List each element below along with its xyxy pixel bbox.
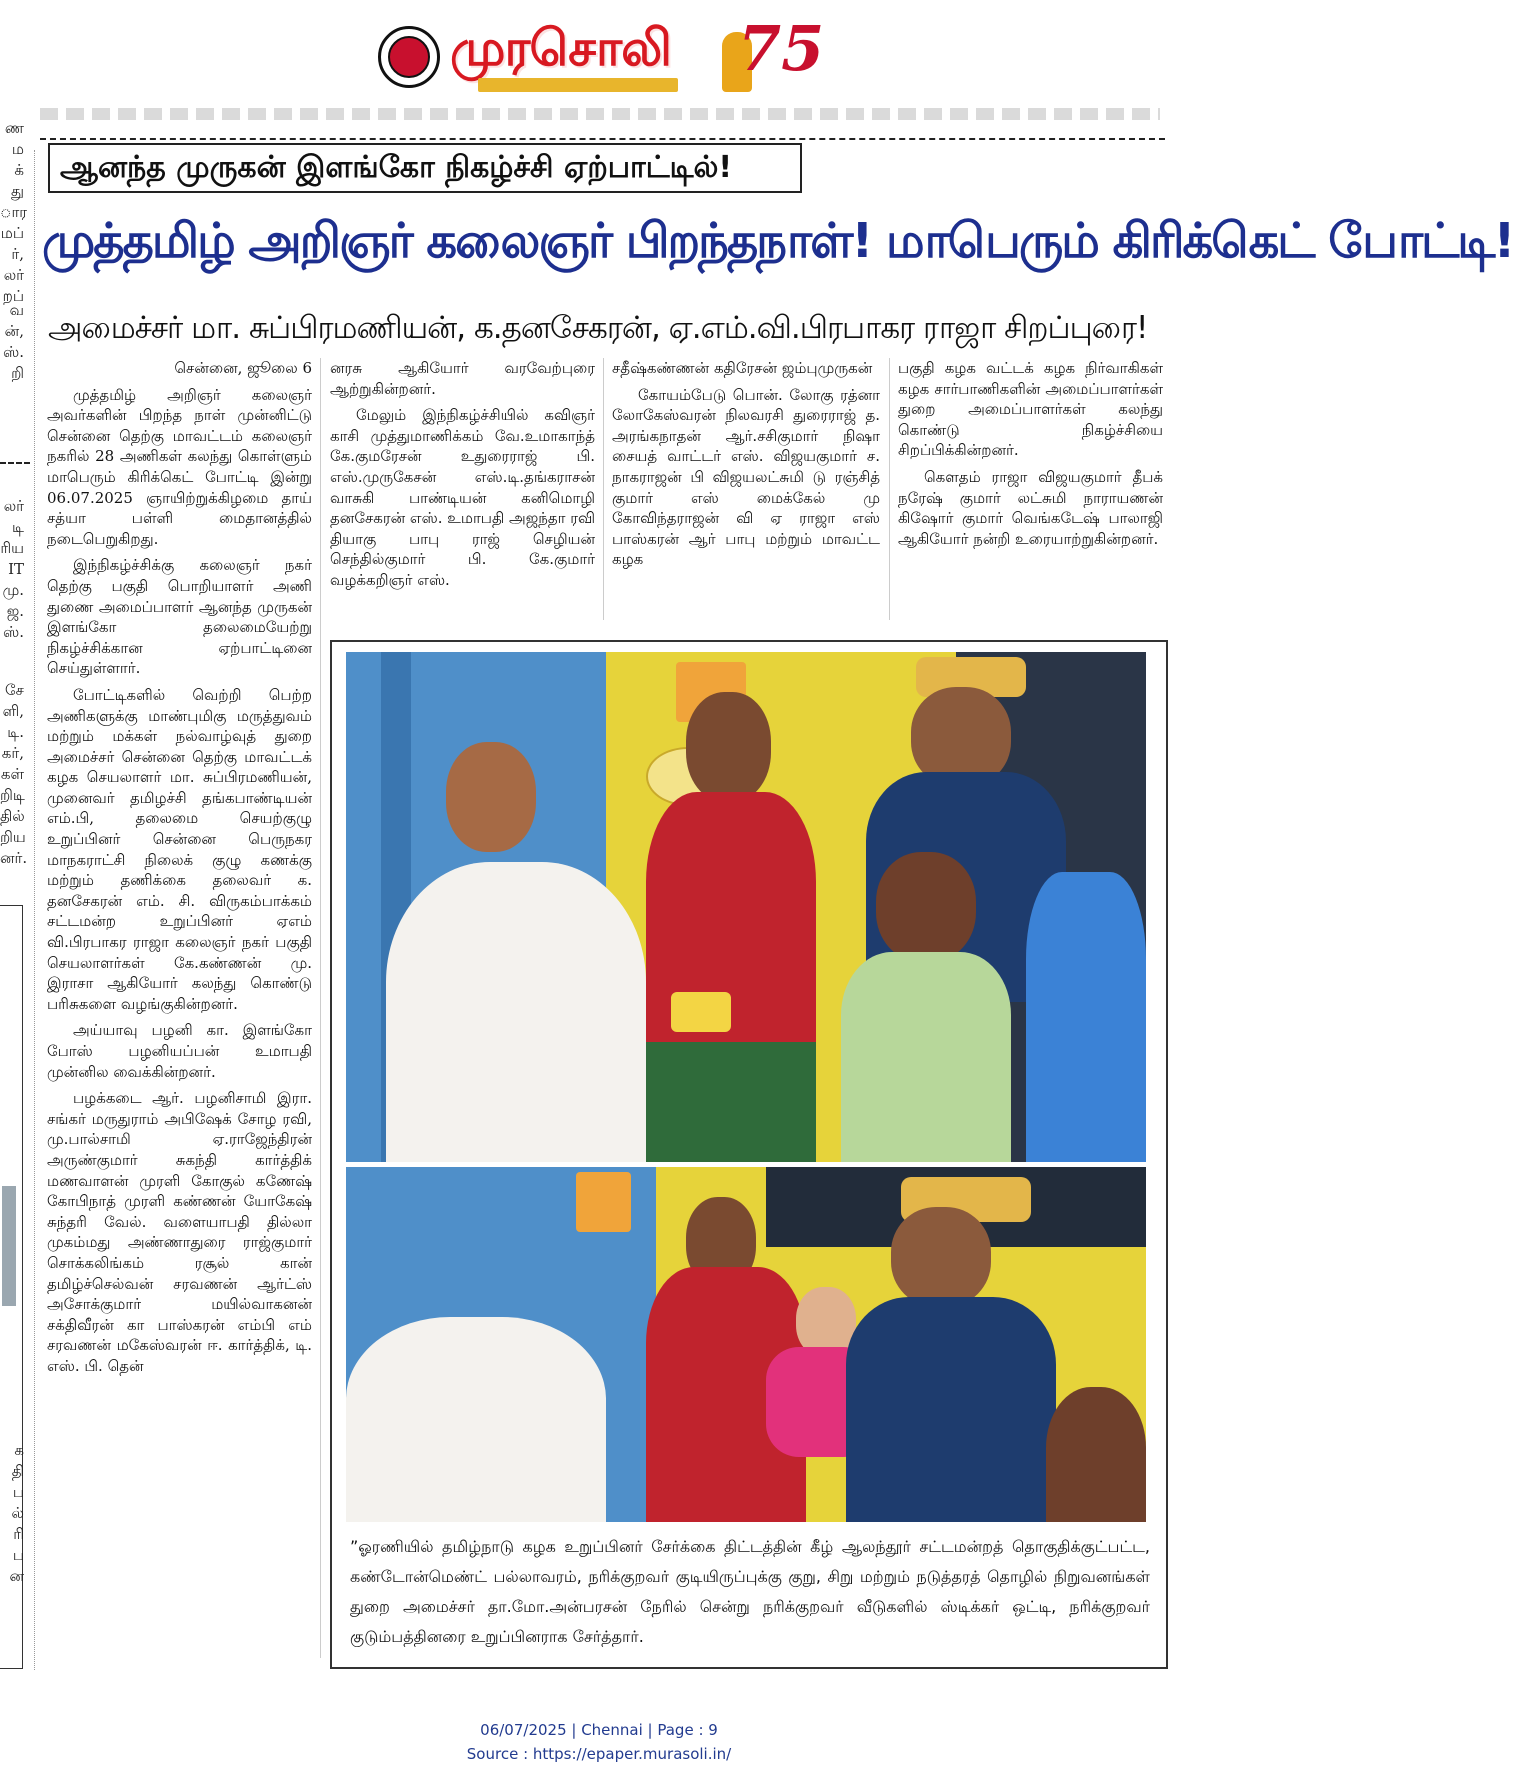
kicker-headline: ஆனந்த முருகன் இளங்கோ நிகழ்ச்சி ஏற்பாட்டில்! (48, 143, 802, 193)
left-divider (0, 462, 30, 464)
fragment-line: வ (9, 301, 24, 319)
paragraph: போட்டிகளில் வெற்றி பெற்ற அணிகளுக்கு மாண்புமிகு மருத்துவம் மற்றும் மக்கள் நல்வாழ்வுத் துறை அமைச்சர் சென்னை தெற்கு மாவட்டக் கழக செயலாளர் மா. சுப்பிரமணியன், முனைவர் தமிழச்சி தங்கபாண்டியன் எம்.பி, தலைமை செயற்குழு உறுப்பினர் சென்னை பெருநகர மாநகராட்சி நிலைக் குழு கணக்கு மற்றும் தணிக்கை தலைவர் க. தனசேகரன் எம். சி. விருகம்பாக்கம் சட்டமன்ற உறுப்பினர் ஏஎம் வி.பிரபாகர ராஜா கலைஞர் நகர் பகுதி செயலாளர்கள் கே.கண்ணன் மு. இராசா ஆகியோர் கலந்து கொண்டு பரிசுகளை வழங்குகின்றனர். (47, 685, 312, 1013)
dateline: சென்னை, ஜூலை 6 (174, 359, 312, 377)
fragment-line: கர், (1, 744, 24, 762)
fragment-line: க் (14, 161, 24, 179)
paragraph: அய்யாவு பழனி கா. இளங்கோ போஸ் பழனியப்பன் உமாபதி முன்னில வைக்கின்றனர். (47, 1021, 312, 1081)
fragment-line: ப (12, 1483, 24, 1501)
fragment-line: றி (11, 364, 24, 382)
sub-headline: அமைச்சர் மா. சுப்பிரமணியன், க.தனசேகரன், ஏ.எம்.வி.பிரபாகர ராஜா சிறப்புரை! (48, 310, 1148, 346)
main-headline: முத்தமிழ் அறிஞர் கலைஞர் பிறந்தநாள்! மாபெரும் கிரிக்கெட் போட்டி! (42, 213, 1513, 269)
column-separator (889, 358, 890, 620)
fragment-line: றிய (0, 828, 26, 846)
fragment-line: ல் (11, 1504, 24, 1522)
fragment-line: ர், (11, 245, 24, 263)
prior-headline-strip (40, 108, 1160, 120)
paragraph: பகுதி கழக வட்டக் கழக நிர்வாகிகள் கழக சார்பாணிகளின் அமைப்பாளர்கள் துறை அமைப்பாளர்கள் கலந்து கொண்டு நிகழ்ச்சியை சிறப்பிக்கின்றனர். (898, 359, 1163, 460)
fragment-line: ண (4, 119, 24, 137)
article-column-1 (47, 358, 312, 1383)
paragraph: பழக்கடை ஆர். பழனிசாமி இரா. சங்கர் மருதுராம் அபிஷேக் சோழ ரவி, மு.பால்சாமி ஏ.ராஜேந்திரன் அருண்குமார் சுகந்தி கார்த்திக் மணவாளன் முரளி கோகுல் கணேஷ் கோபிநாத் முரளி கண்ணன் யோகேஷ் சுந்தரி வேல். வளையாபதி தில்லா முகம்மது அண்ணாதுரை ராஜ்குமார் சொக்கலிங்கம் ரசூல் கான் தமிழ்ச்செல்வன் சரவணன் ஆர்ட்ஸ் அசோக்குமார் மயில்வாகனன் சக்திவீரன் கா பாஸ்கரன் எம்பி எம் சரவணன் மகேஸ்வரன் ஈ. கார்த்திக், டி. எஸ். பி. தென் (47, 1089, 312, 1375)
fragment-line: கள் (0, 765, 24, 783)
column-separator (603, 358, 604, 620)
left-column-fragment-5 (0, 1440, 24, 1587)
left-column-fragment-2 (0, 300, 24, 384)
left-column-fragment-3 (0, 496, 24, 643)
fragment-line: து (10, 182, 24, 200)
fragment-line: ஸ். (3, 343, 24, 361)
fragment-line: ம (11, 140, 24, 158)
newspaper-logo: முரசொலி (450, 18, 671, 77)
fragment-line: லர் (3, 266, 24, 284)
photo-feature-box (330, 640, 1168, 1669)
event-photo-top (346, 652, 1146, 1162)
fragment-line: தி (11, 1462, 24, 1480)
article-column-4 (898, 358, 1163, 555)
party-seal-logo (378, 26, 440, 88)
fragment-line: ஸ். (3, 623, 24, 641)
fragment-line: றப் (2, 287, 24, 305)
left-column-fragment-1 (0, 118, 28, 307)
fragment-line: ார (0, 203, 28, 221)
masthead (360, 4, 840, 104)
logo-subtitle-band (478, 78, 678, 92)
paragraph: கோயம்பேடு பொன். லோகு ரத்னா லோகேஸ்வரன் நிலவரசி துரைராஜ் த. அரங்கநாதன் ஆர்.சசிகுமார் நிஷா சையத் வாட்டர் எஸ். விஜயகுமார் ச. நாகராஜன் பி விஜயலட்சுமி டு ரஞ்சித் குமார் எஸ் மைக்கேல் மு கோவிந்தராஜன் வி ஏ ராஜா எஸ் பாஸ்கரன் ஆர் பாபு மற்றும் மாவட்ட கழக (612, 385, 880, 569)
fragment-line: ன், (4, 322, 24, 340)
fragment-line: லர் (3, 497, 24, 515)
fragment-line: ரி (13, 1525, 24, 1543)
paragraph: மேலும் இந்நிகழ்ச்சியில் கவிஞர் காசி முத்துமாணிக்கம் வே.உமாகாந்த் கே.குமரேசன் உதுரைராஜ் பி. எஸ்.முருகேசன் எஸ்.டி.தங்கராசன் வாசுகி பாண்டியன் கனிமொழி தனசேகரன் எஸ். உமாபதி அஜந்தா ரவி தியாகு பாபு ராஜ் செழியன் செந்தில்குமார் பி. கே.குமார் வழக்கறிஞர் எஸ். (330, 406, 596, 589)
article-column-3 (612, 358, 880, 576)
article-column-2 (330, 358, 595, 597)
fragment-line: க (14, 1441, 24, 1459)
photo-caption: ”ஓரணியில் தமிழ்நாடு கழக உறுப்பினர் சேர்க்கை திட்டத்தின் கீழ் ஆலந்தூர் சட்டமன்றத் தொகுதிக்குட்பட்ட, கண்டோன்மெண்ட் பல்லாவரம், நரிக்குறவர் குடியிருப்புக்கு குறு, சிறு மற்றும் நடுத்தரத் தொழில் நிறுவனங்கள் துறை அமைச்சர் தா.மோ.அன்பரசன் நேரில் சென்று நரிக்குறவர் வீடுகளில் ஸ்டிக்கர் ஒட்டி, நரிக்குறவர் குடும்பத்தினரை உறுப்பினராக சேர்த்தார். (350, 1537, 1150, 1646)
paragraph: சதீஷ்கண்ணன் கதிரேசன் ஜம்புமுருகன் (612, 359, 873, 377)
source-link[interactable]: Source : https://epaper.murasoli.in/ (466, 1745, 732, 1763)
fragment-line: ன (9, 1567, 24, 1585)
column-rule (34, 150, 35, 1670)
fragment-line: றிடி (0, 786, 25, 804)
fragment-line: மு. (2, 581, 24, 599)
fragment-line: ப (12, 1546, 24, 1564)
event-photo-bottom (346, 1167, 1146, 1522)
paragraph: னரசு ஆகியோர் வரவேற்புரை ஆற்றுகின்றனர். (330, 359, 595, 398)
fragment-line: IT (8, 560, 24, 578)
paragraph: கௌதம் ராஜா விஜயகுமார் தீபக் நரேஷ் குமார் லட்சுமி நாராயணன் கிஷோர் குமார் வெங்கடேஷ் பாலாஜி ஆகியோர் நன்றி உரையாற்றுகின்றனர். (898, 467, 1163, 548)
section-divider (40, 138, 1165, 140)
fragment-line: ரிய (0, 539, 24, 557)
fragment-line: னர். (0, 849, 28, 867)
fragment-line: மப் (0, 224, 24, 242)
anniversary-mark: 75 (738, 12, 825, 85)
fragment-line: சே (5, 681, 24, 699)
edition-info: 06/07/2025 | Chennai | Page : 9 (480, 1721, 718, 1739)
fragment-line: தில் (0, 807, 25, 825)
fragment-line: ளி, (2, 702, 24, 720)
left-column-fragment-4 (0, 680, 28, 869)
page-footer (0, 1718, 1198, 1766)
column-separator (320, 358, 321, 1658)
fragment-line: ஜ. (6, 602, 24, 620)
paragraph: முத்தமிழ் அறிஞர் கலைஞர் அவர்களின் பிறந்த நாள் முன்னிட்டு சென்னை தெற்கு மாவட்டம் கலைஞர் நகரில் 28 அணிகள் கலந்து கொள்ளும் மாபெரும் கிரிக்கெட் போட்டி இன்று 06.07.2025 ஞாயிற்றுக்கிழமை தாய் சத்யா பள்ளி மைதானத்தில் நடைபெறுகிறது. (47, 385, 312, 548)
fragment-line: டி (12, 518, 24, 536)
fragment-line: டி. (7, 723, 24, 741)
paragraph: இந்நிகழ்ச்சிக்கு கலைஞர் நகர் தெற்கு பகுதி பொறியாளர் அணி துணை அமைப்பாளர் ஆனந்த முருகன் இளங்கோ தலைமையேற்று நிகழ்ச்சிக்கான ஏற்பாட்டினை செய்துள்ளார். (47, 556, 312, 678)
